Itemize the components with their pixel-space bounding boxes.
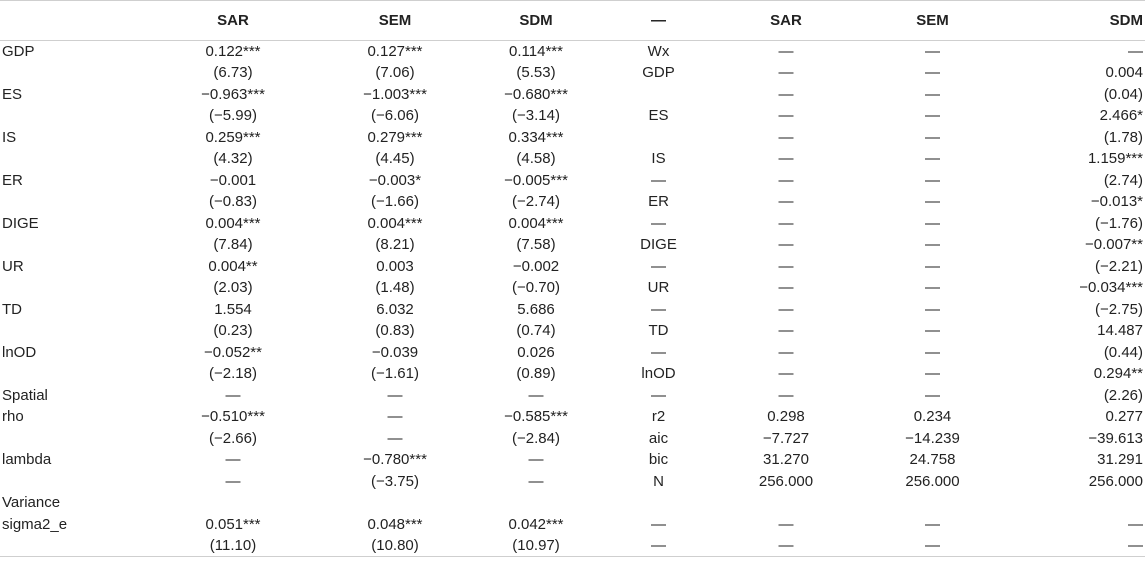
table-cell: lambda xyxy=(2,451,52,469)
table-cell: — xyxy=(778,107,794,125)
table-cell xyxy=(0,428,152,450)
table-cell: (0.89) xyxy=(516,365,556,383)
table-cell: — xyxy=(528,451,544,469)
table-cell: 31.270 xyxy=(763,451,809,469)
table-cell: 31.291 xyxy=(1097,451,1143,469)
table-cell: — xyxy=(1128,43,1143,60)
table-cell: — xyxy=(925,193,940,211)
table-cell: — xyxy=(925,515,940,533)
table-cell: — xyxy=(778,214,794,232)
table-cell: — xyxy=(225,451,241,469)
table-cell: −0.013* xyxy=(1090,193,1143,211)
table-cell: — xyxy=(778,171,794,189)
header-cell-sem: SEM xyxy=(314,1,476,41)
table-cell: — xyxy=(778,43,794,60)
table-cell xyxy=(0,105,152,127)
table-cell: — xyxy=(925,300,940,318)
table-row xyxy=(0,213,1145,235)
table-cell: — xyxy=(651,386,666,404)
table-cell: (11.10) xyxy=(152,535,314,557)
table-cell: 0.334*** xyxy=(508,128,564,146)
table-body xyxy=(0,41,1145,557)
table-cell: — xyxy=(925,236,940,254)
table-cell: (1.48) xyxy=(375,279,415,297)
table-cell xyxy=(1014,492,1145,514)
table-cell: 14.487 xyxy=(1097,322,1143,340)
table-cell: (0.74) xyxy=(516,322,556,340)
table-cell: — xyxy=(778,128,794,146)
header-cell-dash: — xyxy=(596,1,721,41)
table-cell: −0.052** xyxy=(204,343,262,361)
table-cell: (8.21) xyxy=(375,236,415,254)
table-row xyxy=(0,127,1145,149)
table-cell: ER xyxy=(2,171,23,189)
table-cell: 1.554 xyxy=(214,300,252,318)
table-row xyxy=(0,342,1145,364)
table-cell: — xyxy=(651,257,666,275)
table-row xyxy=(0,277,1145,299)
table-row xyxy=(0,385,1145,407)
table-cell: 256.000 xyxy=(758,472,814,490)
table-row xyxy=(0,471,1145,493)
table-cell: −0.510*** xyxy=(201,408,265,426)
table-cell: — xyxy=(1014,535,1145,557)
table-cell: 0.259*** xyxy=(205,128,261,146)
table-cell: — xyxy=(925,322,940,340)
table-cell: (10.97) xyxy=(476,535,596,557)
table-cell: — xyxy=(651,171,666,189)
header-cell xyxy=(0,1,152,41)
table-cell xyxy=(314,492,476,514)
table-cell: — xyxy=(778,343,794,361)
table-cell: — xyxy=(387,408,403,426)
table-cell: — xyxy=(925,214,940,232)
table-cell: −7.727 xyxy=(762,429,810,447)
table-cell: −0.680*** xyxy=(504,85,568,103)
table-cell: (−3.14) xyxy=(512,107,560,125)
table-cell: — xyxy=(925,150,940,168)
table-cell: IS xyxy=(651,150,666,168)
table-cell: — xyxy=(925,171,940,189)
table-cell: 256.000 xyxy=(1088,472,1143,490)
table-cell: −0.780*** xyxy=(363,451,427,469)
table-cell: −39.613 xyxy=(1088,429,1143,447)
table-cell: — xyxy=(851,535,1014,557)
table-cell: — xyxy=(778,236,794,254)
table-cell xyxy=(0,363,152,385)
table-cell: 6.032 xyxy=(376,300,414,318)
header-cell-sdm-wx: SDM xyxy=(1014,1,1145,41)
table-cell: UR xyxy=(647,279,670,297)
header-row xyxy=(0,1,1145,41)
table-cell: DIGE xyxy=(640,236,677,254)
table-cell xyxy=(0,191,152,213)
table-cell: 0.048*** xyxy=(367,515,423,533)
table-cell: — xyxy=(778,85,794,103)
table-row xyxy=(0,514,1145,536)
table-cell: 24.758 xyxy=(909,451,956,469)
table-cell: (10.80) xyxy=(314,535,476,557)
table-cell xyxy=(851,492,1014,514)
table-cell: — xyxy=(925,43,940,60)
table-cell: — xyxy=(778,257,794,275)
table-cell: (−2.21) xyxy=(1095,257,1143,275)
table-cell: DIGE xyxy=(2,214,39,232)
table-cell: (−1.61) xyxy=(371,365,419,383)
table-cell: (2.03) xyxy=(213,279,253,297)
table-cell: (5.53) xyxy=(516,64,556,82)
table-cell xyxy=(0,277,152,299)
table-cell: (2.26) xyxy=(1103,386,1143,404)
table-cell: (7.58) xyxy=(516,236,556,254)
table-row xyxy=(0,320,1145,342)
table-row xyxy=(0,41,1145,63)
table-cell: — xyxy=(225,472,241,490)
table-cell: 0.051*** xyxy=(205,515,261,533)
table-cell: — xyxy=(778,515,794,533)
table-row xyxy=(0,406,1145,428)
table-cell: — xyxy=(778,64,794,82)
table-cell xyxy=(152,492,314,514)
table-row xyxy=(0,191,1145,213)
table-cell: (−2.74) xyxy=(512,193,560,211)
table-cell: — xyxy=(778,279,794,297)
table-cell xyxy=(0,535,152,557)
table-row xyxy=(0,62,1145,84)
table-cell: (1.78) xyxy=(1103,128,1143,146)
table-cell: — xyxy=(925,64,940,82)
table-cell: (7.06) xyxy=(375,64,415,82)
table-cell: 0.298 xyxy=(767,408,805,426)
table-cell xyxy=(0,320,152,342)
table-cell: (6.73) xyxy=(213,64,253,82)
table-cell: ES xyxy=(648,107,669,125)
header-cell-sar: SAR xyxy=(152,1,314,41)
table-cell: TD xyxy=(648,322,669,340)
table-cell: — xyxy=(528,386,544,404)
table-row xyxy=(0,363,1145,385)
table-row xyxy=(0,535,1145,557)
table-row xyxy=(0,105,1145,127)
table-cell: 0.279*** xyxy=(367,128,423,146)
table-cell: (−2.84) xyxy=(512,429,560,447)
table-cell xyxy=(0,234,152,256)
table-cell: 2.466* xyxy=(1099,107,1143,125)
table-cell: (7.84) xyxy=(213,236,253,254)
table-cell xyxy=(596,127,721,149)
table-cell: — xyxy=(925,365,940,383)
table-cell: 1.159*** xyxy=(1087,150,1143,168)
table-cell: Spatial xyxy=(2,386,48,404)
table-cell: — xyxy=(651,300,666,318)
table-cell: (−1.76) xyxy=(1095,214,1143,232)
table-cell: −1.003*** xyxy=(363,85,427,103)
table-cell: (4.58) xyxy=(516,150,556,168)
table-cell: (−2.66) xyxy=(209,429,257,447)
table-cell: 0.114*** xyxy=(509,43,563,60)
table-cell: — xyxy=(778,300,794,318)
header-cell-sdm: SDM xyxy=(476,1,596,41)
table-cell: ER xyxy=(648,193,669,211)
table-cell: N xyxy=(653,472,664,490)
table-row xyxy=(0,492,1145,514)
table-cell: 0.004*** xyxy=(367,214,423,232)
table-cell: (−0.83) xyxy=(209,193,257,211)
table-cell: — xyxy=(596,535,721,557)
table-row xyxy=(0,234,1145,256)
table-cell: — xyxy=(778,322,794,340)
table-cell: Variance xyxy=(2,494,61,512)
table-cell: 0.004 xyxy=(1105,64,1143,82)
table-cell xyxy=(596,84,721,106)
table-cell: UR xyxy=(2,257,24,275)
table-cell: −0.005*** xyxy=(504,171,568,189)
table-cell: (−1.66) xyxy=(371,193,419,211)
header-cell-sem-wx: SEM xyxy=(851,1,1014,41)
table-cell: 0.004** xyxy=(208,257,258,275)
table-cell: 0.127*** xyxy=(367,43,423,60)
table-cell: — xyxy=(387,386,403,404)
table-row xyxy=(0,148,1145,170)
table-cell: (2.74) xyxy=(1103,171,1143,189)
table-cell: 0.277 xyxy=(1105,408,1143,426)
table-row xyxy=(0,449,1145,471)
table-cell: — xyxy=(925,257,940,275)
table-cell: −14.239 xyxy=(905,429,960,447)
table-cell: GDP xyxy=(642,64,675,82)
table-cell xyxy=(0,148,152,170)
table-row xyxy=(0,428,1145,450)
table-cell: 0.042*** xyxy=(508,515,564,533)
table-cell: — xyxy=(925,343,940,361)
table-cell xyxy=(596,492,721,514)
header-cell-sar-wx: SAR xyxy=(721,1,851,41)
table-cell: — xyxy=(225,386,241,404)
table-cell: (−0.70) xyxy=(512,279,560,297)
table-cell: 0.294** xyxy=(1093,365,1143,383)
table-cell: 256.000 xyxy=(905,472,960,490)
table-cell: — xyxy=(925,85,940,103)
table-cell: (−2.18) xyxy=(209,365,257,383)
table-cell: bic xyxy=(648,451,669,469)
table-cell: (−2.75) xyxy=(1095,300,1143,318)
table-cell: — xyxy=(721,535,851,557)
table-row xyxy=(0,170,1145,192)
table-cell: IS xyxy=(2,128,17,146)
table-cell: 0.122*** xyxy=(205,43,261,60)
table-cell: — xyxy=(651,515,666,533)
table-cell: TD xyxy=(2,300,22,318)
table-cell: — xyxy=(778,193,794,211)
table-cell: GDP xyxy=(2,43,35,60)
table-cell: — xyxy=(925,386,940,404)
table-cell xyxy=(476,492,596,514)
table-cell: (−3.75) xyxy=(371,472,419,490)
table-cell: — xyxy=(387,429,403,447)
table-row xyxy=(0,299,1145,321)
table-cell: −0.001 xyxy=(209,171,257,189)
table-cell: aic xyxy=(648,429,669,447)
table-cell: lnOD xyxy=(641,365,676,383)
table-cell: — xyxy=(778,386,794,404)
table-cell xyxy=(721,492,851,514)
table-cell: — xyxy=(1128,515,1143,533)
table-cell: 0.003 xyxy=(376,257,414,275)
table-cell: −0.007** xyxy=(1085,236,1143,254)
table-cell: r2 xyxy=(651,408,666,426)
table-cell: rho xyxy=(2,408,24,426)
table-cell: (−6.06) xyxy=(371,107,419,125)
table-cell: −0.963*** xyxy=(201,85,265,103)
table-cell: — xyxy=(651,214,666,232)
table-cell: (4.32) xyxy=(213,150,253,168)
table-cell: 0.026 xyxy=(517,343,555,361)
table-cell: 0.234 xyxy=(913,408,952,426)
table-row xyxy=(0,84,1145,106)
table-cell: −0.003* xyxy=(368,171,422,189)
table-cell: — xyxy=(925,279,940,297)
table-cell: Wx xyxy=(647,43,670,60)
table-cell: — xyxy=(778,365,794,383)
table-cell: −0.039 xyxy=(371,343,419,361)
table-cell: (−5.99) xyxy=(209,107,257,125)
table-cell: ES xyxy=(2,85,23,103)
table-cell: — xyxy=(925,128,940,146)
table-cell xyxy=(0,471,152,493)
table-cell: (0.04) xyxy=(1103,85,1143,103)
table-cell: (4.45) xyxy=(375,150,415,168)
table-cell: −0.034*** xyxy=(1079,279,1143,297)
table-cell: −0.585*** xyxy=(504,408,568,426)
table-cell: −0.002 xyxy=(512,257,560,275)
table-cell: 0.004*** xyxy=(205,214,261,232)
table-cell: — xyxy=(528,472,544,490)
table-cell: sigma2_e xyxy=(2,515,68,533)
table-cell: 5.686 xyxy=(517,300,555,318)
table-row xyxy=(0,256,1145,278)
table-cell: 0.004*** xyxy=(508,214,564,232)
table-cell: (0.83) xyxy=(375,322,415,340)
table-header xyxy=(0,1,1145,41)
table-cell xyxy=(0,62,152,84)
table-cell: — xyxy=(651,343,666,361)
table-cell: — xyxy=(778,150,794,168)
table-cell: lnOD xyxy=(2,343,37,361)
table-cell: (0.44) xyxy=(1103,343,1143,361)
table-cell: (0.23) xyxy=(213,322,253,340)
table-cell: — xyxy=(925,107,940,125)
